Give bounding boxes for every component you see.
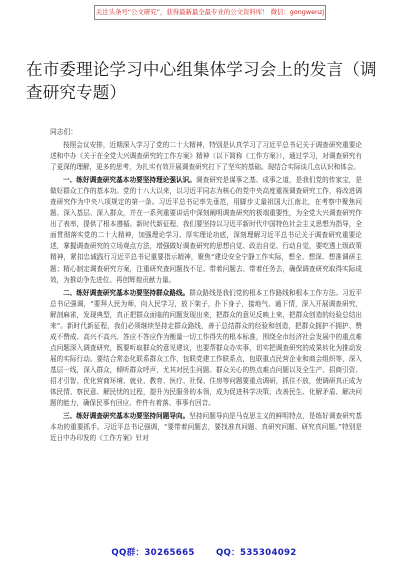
footer-qq-group: QQ群：30265665 [111, 548, 195, 558]
paragraph-section-3 [50, 411, 362, 444]
paragraph-lead: 三、练好调查研究基本功要坚持问题导向。 [63, 412, 190, 421]
paragraph-text: 坚持问题导向是马克思主义的鲜明特点，是练好调查研究基本功的重要抓手。习近平总书记强调，“要带着问题去，要找准真问题、真研究问题、研究真问题。”特别是近日中办印发的《工作方案》针对 [50, 412, 362, 443]
paragraph-lead: 一、练好调查研究基本功要坚持理论强认识。 [63, 176, 196, 185]
paragraph-section-2 [50, 288, 362, 410]
paragraph-section-1 [50, 175, 362, 285]
salutation: 同志们： [50, 128, 78, 136]
footer-qq: QQ：535304092 [215, 548, 297, 558]
document-title: 在市委理论学习中心组集体学习会上的发言（调查研究专题） [26, 60, 377, 102]
paragraph-intro [50, 140, 362, 173]
paragraph-lead: 二、练好调查研究基本功要坚持群众路线。 [63, 288, 190, 297]
paragraph-text: 群众路线是我们党的根本工作路线和根本工作方法。习近平总书记强调，“要拜人民为师，向人民学习，放下架子，扑下身子，接地气、通下情，深入开展调查研究，解剖麻雀，发现典型，真正把群众面临的问题发现出来，把群众的意见反映上来，把群众创造的经验总结出来”。新时代新征程，我们必须继续坚持走群众路线，善于总结群众的经验和创造，把群众拥护不拥护、赞成不赞成、高兴不高兴、答应不答应作为衡量一切工作得失的根本标准，围绕全市经济社会发展中的重点难点问题深入调查研究，既要听取群众的意见建议，也要帮群众办实事，切实把调查研究的成果转化为推动发展的实际行动。要结合常态化联系群众工作，包联党建工作联系点，包联重点民营企业和商会组织等，深入基层一线，深入群众，倾听群众呼声，尤其对民生问题、群众关心的热点难点问题以及全生产、招商引资、招才引智、优化营商环境、就业、教育、医疗、社保、住房等问题要重点调研，抓住不放，使调研真正成为体民情、察民意、解民忧的过程，提升为民服务的本领，成为促进科学决策、改善民生、化解矛盾、解决问题的能力，确保民事有回应、件件有着落、事事有回音。 [50, 288, 362, 408]
paragraph-text: 按照会议安排，近期深入学习了党的二十大精神，特别是认真学习了习近平总书记关于调查研究重要论述和中办《关于在全党大兴调查研究的工作方案》精神（以下简称《工作方案》），通过学习，对调查研究有了更深的理解，更多的思考，为扎实有效开展调查研究打下了坚实的基础。现结合实际谈几点认识和体会。 [50, 141, 362, 172]
paragraph-text: 调查研究是谋事之基、成事之道，是我们党的传家宝，是做好群众工作的基本功。党的十八大以来，以习近平同志为核心的党中央高度重视调查研究工作，将改进调查研究作为中央八项规定的第一条。习近平总书记率先垂范，用脚步丈量祖国大江南北，在考察中聚焦问题、深入基层、深入群众，并在一系列重要讲话中深刻阐明调查研究的极端重要性，为全党大兴调查研究作出了表率，提供了根本遵循。新时代新征程，我们要坚持以习近平新时代中国特色社会主义思想为指导，全面贯彻落实党的二十大精神，加强理论学习、厚实理论功底，深刻理解习近平总书记关于调查研究重要论述，掌握调查研究的立场观点方法，增强做好调查研究的思想自觉、政治自觉、行动自觉，要吃透上级政策精神，紧扣忠诚践行习近平总书记重要指示精神，聚焦“建设安全宁静工作实际，想全、想深、想准调研主题；精心制定调查研究方案，注重研究查问题找不足、带着问题去、带着任务去，确保调查研究取得实际成效，为推动争先进位、再创辉煌贡献力量。 [50, 176, 363, 284]
promo-banner: 关注头条号“公文研究”，获得最新最全最专业的公文资料库！ 微信：gongwenzj [94, 5, 326, 20]
footer-contact [0, 546, 408, 558]
document-body [50, 140, 362, 446]
